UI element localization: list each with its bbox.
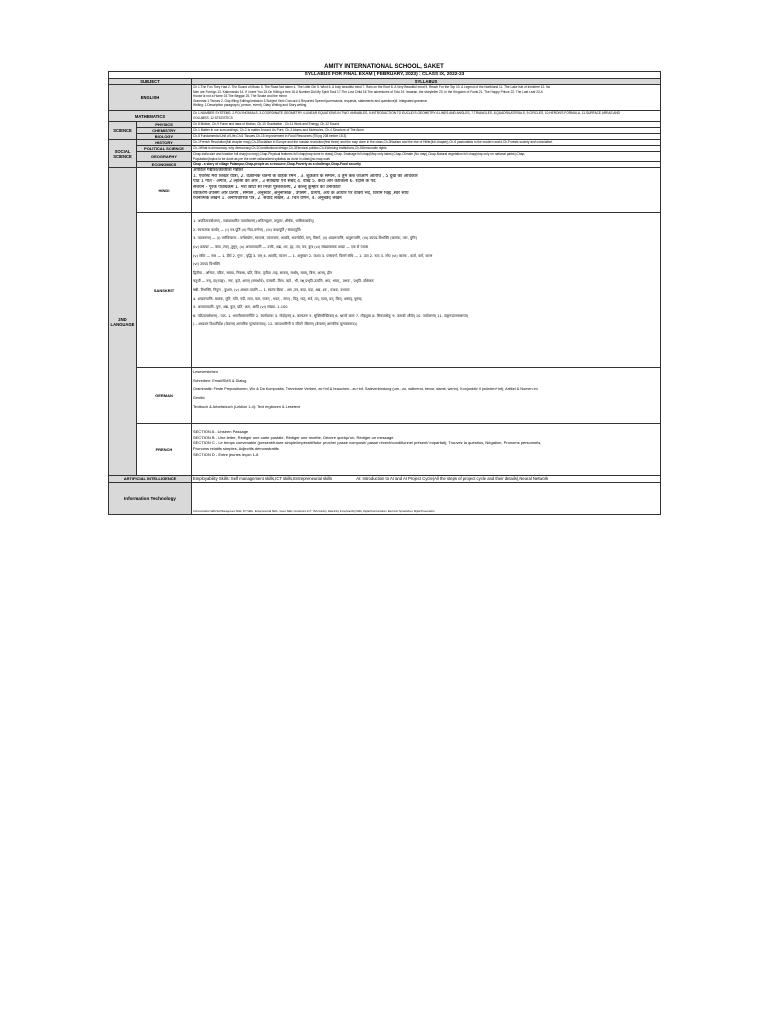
hindi-syllabus [192, 168, 661, 213]
physics-syllabus: Ch 8 Motion, Ch-9 Force and laws of Motion, Ch-10 Gravitation , Ch-11 Work and Energy, Ch-12 Sound [193, 122, 339, 126]
syllabus-title: SYLLABUS FOR FINAL EXAM ( FEBRUARY, 2023) : CLASS IX, 2022-23 [109, 72, 661, 79]
polsci-syllabus: Ch-1What is democracy, why democracy,Ch-2Constitutional design,Ch-3Electoral politics,Ch-4Working institutions,Ch-5Democratic rights [193, 146, 387, 150]
it-syllabus: Communication Skills,Self Management Skills, ICT Skills , Entrepreneurial Skills , Green Skills, Introduction to IT- ITeS industry, Data Entry & Keyboarding Skills, Digital Documentation, Electronic Spreadsheet, Digital Presentation [193, 509, 435, 513]
german-line: Genitiv [193, 395, 205, 400]
biology-syllabus: Ch-5 Fundamental Unit of Life,Ch-6 Tissues,Ch-15 Improvement in Food Resources (Till pg 208 before 15.3) [193, 134, 347, 138]
german-line: Grammatik: Feste Prepositionen, Wo & Da Komposita, Trennbare Verben, zu+Inf & brauchen...zu+Inf, Satzverbindung (um...zu, während, bevor, damit, wenn), Konjunktiv II (würden+Inf), Artikel & Nomen im [193, 387, 538, 392]
sanskrit-line: 4. शब्दरूपाणि- बालक, मुनि, मति, नदी, लता, फल, राजन् , भवत् , जगत् , पितृ, मातृ, सर्व, तत्, एतत्, यत्, किम्, अस्मद्, युष्मद् [193, 296, 362, 301]
sanskrit-syllabus [192, 213, 661, 368]
english-line: Writing: 1.Descriptive paragraph ( person, event), Diary Writing and Story writing [193, 103, 307, 108]
hindi-line: व्याकरण-उपसर्ग और प्रत्यय , समास , अनुस्वार ,अनुनासिक , उपसर्ग , प्रत्यय, अर्थ के आधार पर वाक्य भेद, विराम चिह्न ,स्वर संधि [193, 190, 409, 196]
school-title: AMITY INTERNATIONAL SCHOOL, SAKET [324, 64, 444, 70]
hindi-line: पाठ 1 गीत - अगीत, 2 ल्हासा की ओर , 3 साखियाँ एवं सबद 4. वाख 5. कैदी और कोकिला 6. रैदास के पद [193, 179, 376, 185]
sanskrit-line: (-- अध्ययन दिशानिर्देश (केवलम् आन्तरिक मूल्यांकनाय)) 12. काव्यधारिणी च जीवने जीवनम् (केवलम् आन्तरिक मूल्यांकनाय)) [193, 322, 358, 327]
subject-it: Information Technology [109, 482, 192, 514]
french-syllabus [192, 424, 661, 476]
subject-ai: ARTIFICIAL INTELLIGENCE [109, 476, 192, 483]
header-syllabus: SYLLABUS [192, 79, 661, 85]
subject-french: FRENCH [137, 424, 192, 476]
math-syllabus [192, 111, 661, 122]
subject-history: HISTORY [137, 140, 192, 146]
history-syllabus: Ch-1French Revolution(full chapter map),Ch-2Socialism in Europe and the russian revolution(first three) and the map done in the class,Ch-3Nazism and the rise of Hitler(full chapter),Ch-5 pastoralists in the modern world,Ch-Forests society and colonialism [193, 140, 553, 144]
french-line: SECTION D - Entre jeunes leçon 1-8 [193, 451, 259, 457]
english-line: Grammar:1.Tenses 2. Gap filling Editing/omission 3.Subject Verb Concord 4.Reported Speech(commands, requests, statements and questions)5. Integrated grammar [193, 98, 428, 103]
sanskrit-line: द्वितीया - अभितः, परितः, समया, निकषा, प्रति, बिना, तृतीया -सह, साकम्, सार्धम्, समम्, बिना, अलम्, हीन [193, 270, 333, 275]
sanskrit-line: (vi) उपपद विभक्तिः [193, 262, 221, 267]
syllabus-sheet [108, 64, 660, 515]
geography-line: Population(topics to be done as per the ncert rationalized syllabus as done in class)(no map work [193, 156, 331, 161]
subject-economics: ECONOMICS [137, 162, 192, 168]
subject-german: GERMAN [137, 368, 192, 424]
geography-line: Chap-India size and location full chap(no map),Chap-Physical features full chap(map done in class),Chap- Drainage full chap(Map only lakes),Chap-Climate (No map),Chap-Natural vegetation full chap(map only on national parks),Chap- [193, 152, 526, 156]
german-line: Textbuch & Arbeitsbuch (Lektion 1-4): Text ergänzen & Lesetext [193, 404, 300, 409]
english-line: House is not a Home 24.The Beggar 25. The Snake and the mirror [193, 94, 288, 99]
german-line: Schreiben: Email/SMS & Dialog [193, 378, 247, 383]
math-line: Ch 1.NUMBER SYSTEMS, 2.POLYNOMIALS, 3.COORDINATE GEOMETRY 4.LINEAR EQUATIONS IN TWO VARIABLES, 5.INTRODUCTION TO EUCLID'S GEOMETRY 6.LINES AND ANGLES, 7.TRIANGLES, 8.QUADRILATERALS, 9.CIRCLES, 10.HERON'S FORMULA, 11.SURFACE AREAS AND [193, 111, 620, 115]
subject-sanskrit: SANSKRIT [137, 213, 192, 368]
english-line: Men are Foreign 13. Kathmandu 14. If I were You 15.On Killing a tree 16.A Number.Did My Spirit Soul 17.The Lost Child 18.The adventures of Toto 19. Iswaran, the storyteller 20. In the Kingdom of Fools 21. The Happy Prince 22. The Last Leaf 23.A [193, 89, 543, 94]
sanskrit-line: षष्ठी- विभक्ति, निपुण , कुशल, (v) आधार-पदानि — 1. स्वतंत्र क्रिया - अत्र ,तत्र, कदा, यदा, अद्य, श्वः , परश्वः, उभयतः [193, 287, 350, 292]
subject-second-language: 2ND LANGUAGE [109, 168, 137, 476]
sanskrit-line: (v) संधिः — स्वर — 1. दीर्घ 2. गुणः , वृद्धि 3. यण् 4. अयादि, व्यंजन — 1. अनुस्वार 2. जश्त्व 3. परसवर्ण, विसर्ग संधि — 1. उत्व 2. रुत्व 3. लोप (vi) कारक - कर्ता, कर्म, करण [193, 253, 433, 258]
subject-social-science: SOCIAL SCIENCE [109, 140, 137, 168]
subject-hindi: HINDI [137, 168, 192, 213]
german-line: Leseverstehen [193, 370, 218, 375]
ai-project-text: AI: Introduction to AI and AI Project Cycle(All the steps of project cycle and their details),Neural Network [356, 476, 549, 482]
header-subject: SUBJECT [109, 79, 192, 85]
subject-mathematics: MATHEMATICS [109, 111, 192, 122]
french-line: Pronoms relatifs simples, Adjectifs démonstratifs [193, 445, 279, 451]
french-line: SECTION C - Le temps convenable (present/future simple/impératif/futur proche/ passé composé/ passé récent/conditionnel présent/ imparfait), Trouvez la question, Négation, Pronoms personnels, [193, 440, 542, 446]
sanskrit-line: चतुर्थी — रुच्, दा(यच्छ्) , नमः, कृते, अलम् (समर्थार्थ), पञ्चमी- बिना, ऋते , भी, रक्ष् प्रभृति-उत्पत्ति, अपः, भयम् , प्रभवः , प्रभृति, दक्षिणतः [193, 279, 375, 284]
hindi-line: संचयन - पूरक पाठ्यक्रम 1. मेरा छोटा सा निजी पुस्तकालय, 2 कल्लू कुम्हार की उनाकोटी [193, 184, 341, 190]
sanskrit-line: (iv) प्रत्ययाः — क्त्वा ,ल्यप् ,तुमुन्, (v) अव्ययपदानि — उच्चैः, अद्य, श्वः, ह्यः, तत्र, यत्र, कुत्र (vi) संख्यावाचक शब्दाः — एक से पचास [193, 244, 369, 249]
it-syllabus-cell [192, 482, 661, 514]
sanskrit-line: 2. रचनात्मक कार्यम् — (i) पत्र-पूर्ति (ii) चित्र-वर्णनम् , (iii) कथापूर्ति / संवादपूर्ति। [193, 227, 302, 232]
sanskrit-line: 6. पठितावबोधनम् - पाठ- 1. भारतीवसन्तगीतिः 2. स्वर्णकाकः 3. गोदोहनम् 4. कल्पतरुः 5. सूक्तिमौक्तिकम् 6. भ्रान्तो बालः 7. लौहतुला 8. सिकतासेतुः 9. जटायोः शौर्यम् 10. पर्यावरणम् 11. वाङ्मनःप्राणस्वरूपम् [193, 313, 468, 318]
subject-science: SCIENCE [109, 122, 137, 140]
hindi-line: रचनात्मक लेखन 1. अनौपचारिक पत्र, 2. संवाद लेखन, 3. चित्र वर्णन, 4. अनुच्छेद लेखन [193, 196, 342, 202]
ai-syllabus [192, 476, 661, 483]
hindi-line: 1. एवरेस्ट मेरी शिखर यात्रा, 2. वैज्ञानिक चेतना के वाहक रमन , 3. शुक्रतारे के समान, 4 तुम कब जाओगे अतिथि , 5 दुख का अधिकार [193, 173, 418, 179]
subject-geography: GEOGRAPHY [137, 152, 192, 162]
subject-chemistry: CHEMISTRY [137, 128, 192, 134]
sanskrit-line: 3. व्याकरणम् — (i) वर्णविन्यासः - वर्णसंयोगः, स्वराणां, व्यंजनानां, अयादि, सवर्णदीर्घ, यण्, विसर्ग, (ii) शब्दरूपाणि, धातुरूपाणि, (iii) उपपद-विभक्ति (बालकः, तरुः, मुनिः) [193, 236, 418, 241]
english-syllabus [192, 85, 661, 111]
sanskrit-line: 1. अपठितावबोधनम् - गद्यांशाधारित पाठबोधनम् (अतिलघूत्तर, लघूत्तर, शीर्षक, भाषिककार्यम्) [193, 219, 314, 224]
subject-english: ENGLISH [109, 85, 192, 111]
chemistry-syllabus: Ch-1 Matter in our surroundings, Ch-2 Is matter Around Us Pure, Ch-3 Atoms and Molecules, Ch-4 Structure of The Atom [193, 128, 364, 132]
sanskrit-line: 5. अव्ययपदानि- पुनः, अद्य, कुत्र, प्रति, अतः, आदि (vi) संख्या- 1-100 [193, 305, 288, 310]
french-line: SECTION B - Une lettre, Rédiger une carte postale, Rédiger une recette, Décrire quelqu'un, Rédiger un message [193, 434, 394, 440]
math-line: VOLUMES, 12.STATISTICS [193, 115, 233, 120]
economics-syllabus: Chap - a story of village Palampur,Chap-people as a resource,Chap-Poverty as a challenge,Chap-Food security [193, 162, 361, 167]
syllabus-table [108, 71, 661, 515]
german-syllabus [192, 368, 661, 424]
subject-political-science: POLITICAL SCIENCE [137, 146, 192, 152]
french-line: SECTION A - Unseen Passage [193, 429, 249, 435]
subject-biology: BIOLOGY [137, 134, 192, 140]
english-line: Ch 1.The Fun They Had 2. The Sound of Music 3. The Road Not taken 4. The Little Girl 5. Wind 6. A truly beautiful mind 7. Rain on the Roof 8. A Very Beautiful mind 9. Reach For the Top 10. A Legend of the Northland 11. The Lake Isle of Innisfree 12. No [193, 85, 551, 89]
hindi-line: अपठित गद्यांश/काव्यांश गद्यांश [193, 168, 243, 174]
ai-employability-text: Employability Skills: Self management skills,ICT skills,Entrepreneurial skills [193, 476, 333, 482]
subject-physics: PHYSICS [137, 122, 192, 128]
